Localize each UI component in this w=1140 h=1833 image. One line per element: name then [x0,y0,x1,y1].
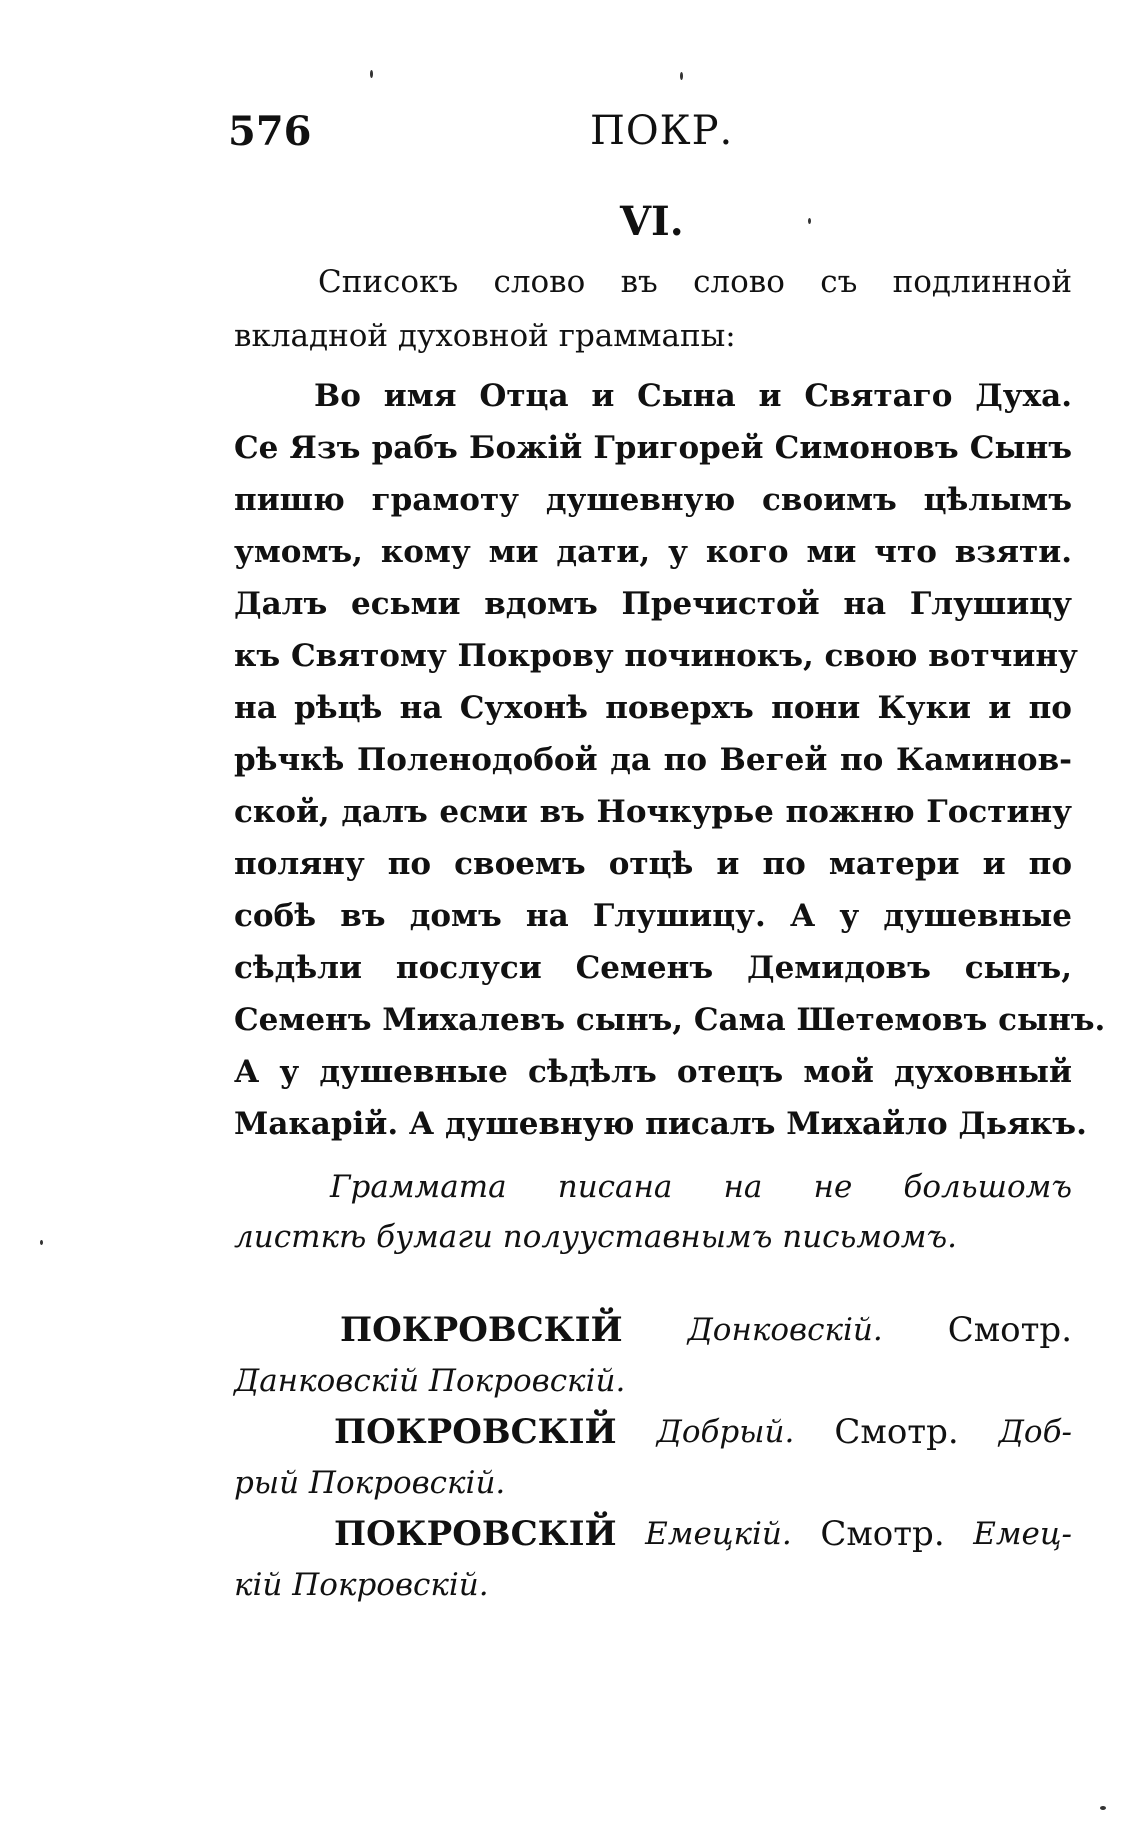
reference-3-target-line [234,1564,489,1605]
note-line-2: листкѣ бумаги полууставнымъ письмомъ. [234,1219,958,1255]
reference-2-target-a: Доб- [998,1414,1072,1450]
charter-line-3: пишю грамоту душевную своимъ цѣлымъ [234,482,1072,518]
reference-1-see: Смотр. [947,1310,1072,1350]
reference-2-target-b: рый Покровскій. [234,1465,506,1501]
reference-3-name: ПОКРОВСКІЙ [334,1514,617,1554]
reference-3-see: Смотр. [820,1514,945,1554]
reference-2 [334,1412,1072,1452]
charter-line-4: умомъ, кому ми дати, у кого ми что взяти. [234,534,1072,570]
reference-3-target-b: кій Покровскій. [234,1567,489,1603]
charter-line-11: собѣ въ домъ на Глушицу. А у душевные [234,898,1072,934]
scan-speck [680,72,683,80]
reference-2-variant: Добрый. [656,1414,795,1450]
charter-line-15: Макарій. А душевную писалъ Михайло Дьякъ. [234,1106,1087,1142]
charter-line-13: Семенъ Михалевъ сынъ, Сама Шетемовъ сынъ. [234,1002,1106,1038]
reference-1 [340,1310,1072,1350]
reference-3 [334,1514,1072,1554]
reference-1-target: Данковскій Покровскій. [234,1363,626,1399]
intro-line-2: вкладной духовной граммапы: [234,318,736,354]
charter-line-5: Далъ есьми вдомъ Пречистой на Глушицу [234,586,1072,622]
reference-2-name: ПОКРОВСКІЙ [334,1412,617,1452]
page-number: 576 [228,108,312,155]
charter-line-1: Во имя Отца и Сына и Святаго Духа. [314,378,1072,414]
charter-line-7: на рѣцѣ на Сухонѣ поверхъ пони Куки и по [234,690,1072,726]
intro-line-1: Списокъ слово въ слово съ подлинной [318,264,1072,300]
reference-1-variant: Донковскій. [687,1312,883,1348]
reference-2-see: Смотр. [834,1412,959,1452]
scan-speck [370,70,373,78]
running-title: ПОКР. [590,108,734,154]
reference-1-target-line [234,1360,625,1401]
charter-line-9: ской, далъ есми въ Ночкурье пожню Гостину [234,794,1072,830]
reference-3-target-a: Емец- [973,1516,1072,1552]
charter-line-10: поляну по своемъ отцѣ и по матери и по [234,846,1072,882]
reference-2-target-line [234,1462,505,1503]
note-line-1: Граммата писана на не большомъ [330,1169,1072,1205]
section-number: VI. [620,198,684,245]
charter-line-2: Се Язъ рабъ Божій Григорей Симоновъ Сынъ [234,430,1072,466]
charter-line-6: къ Святому Покрову починокъ, свою вотчину [234,638,1078,674]
charter-line-8: рѣчкѣ Поленодобой да по Вегей по Каминов- [234,742,1072,778]
reference-1-name: ПОКРОВСКІЙ [340,1310,623,1350]
charter-line-12: сѣдѣли послуси Семенъ Демидовъ сынъ, [234,950,1072,986]
scan-speck [1100,1806,1106,1810]
scan-speck [808,218,811,224]
charter-line-14: А у душевные сѣдѣлъ отецъ мой духовный [234,1054,1072,1090]
scan-speck [40,1240,43,1245]
reference-3-variant: Емецкій. [645,1516,792,1552]
